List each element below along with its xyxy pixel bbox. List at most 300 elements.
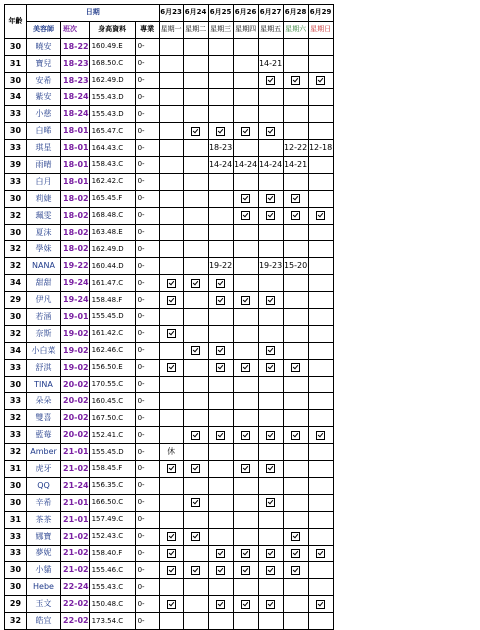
day-cell[interactable]	[233, 190, 258, 207]
day-cell[interactable]	[159, 38, 183, 55]
checkbox-icon[interactable]	[291, 549, 300, 558]
day-cell[interactable]	[159, 258, 183, 275]
checkbox-icon[interactable]	[241, 296, 250, 305]
day-cell[interactable]	[208, 342, 233, 359]
day-cell[interactable]	[183, 342, 208, 359]
checkbox-icon[interactable]	[216, 431, 225, 440]
day-cell[interactable]	[233, 207, 258, 224]
checkbox-icon[interactable]	[167, 464, 176, 473]
day-cell[interactable]	[233, 427, 258, 444]
day-cell[interactable]	[308, 241, 333, 258]
day-cell[interactable]	[283, 292, 308, 309]
day-cell[interactable]	[233, 241, 258, 258]
day-cell[interactable]	[283, 494, 308, 511]
day-cell[interactable]	[208, 89, 233, 106]
day-cell[interactable]: 14-24	[208, 157, 233, 174]
checkbox-icon[interactable]	[241, 127, 250, 136]
day-cell[interactable]	[308, 427, 333, 444]
checkbox-icon[interactable]	[291, 194, 300, 203]
day-cell[interactable]	[308, 359, 333, 376]
day-cell[interactable]	[159, 207, 183, 224]
day-cell[interactable]	[258, 342, 283, 359]
day-cell[interactable]	[208, 494, 233, 511]
day-cell[interactable]	[308, 410, 333, 427]
checkbox-icon[interactable]	[316, 431, 325, 440]
day-cell[interactable]	[233, 562, 258, 579]
checkbox-icon[interactable]	[216, 346, 225, 355]
checkbox-icon[interactable]	[167, 296, 176, 305]
day-cell[interactable]	[159, 140, 183, 157]
checkbox-icon[interactable]	[266, 566, 275, 575]
day-cell[interactable]	[258, 72, 283, 89]
day-cell[interactable]	[183, 579, 208, 596]
day-cell[interactable]	[233, 106, 258, 123]
checkbox-icon[interactable]	[216, 127, 225, 136]
day-cell[interactable]	[233, 325, 258, 342]
day-cell[interactable]	[183, 157, 208, 174]
day-cell[interactable]	[258, 461, 283, 478]
day-cell[interactable]	[308, 309, 333, 326]
day-cell[interactable]	[208, 292, 233, 309]
day-cell[interactable]	[308, 224, 333, 241]
day-cell[interactable]	[183, 376, 208, 393]
day-cell[interactable]	[159, 309, 183, 326]
checkbox-icon[interactable]	[291, 363, 300, 372]
checkbox-icon[interactable]	[191, 431, 200, 440]
day-cell[interactable]	[283, 106, 308, 123]
day-cell[interactable]	[308, 89, 333, 106]
day-cell[interactable]	[183, 325, 208, 342]
day-cell[interactable]	[183, 241, 208, 258]
checkbox-icon[interactable]	[216, 566, 225, 575]
checkbox-icon[interactable]	[266, 600, 275, 609]
day-cell[interactable]	[258, 173, 283, 190]
checkbox-icon[interactable]	[191, 279, 200, 288]
day-cell[interactable]	[258, 579, 283, 596]
day-cell[interactable]: 12-18	[308, 140, 333, 157]
checkbox-icon[interactable]	[216, 296, 225, 305]
day-cell[interactable]	[258, 393, 283, 410]
day-cell[interactable]	[283, 173, 308, 190]
day-cell[interactable]	[283, 359, 308, 376]
day-cell[interactable]	[208, 72, 233, 89]
checkbox-icon[interactable]	[316, 76, 325, 85]
day-cell[interactable]	[183, 359, 208, 376]
checkbox-icon[interactable]	[241, 431, 250, 440]
day-cell[interactable]: 14-21	[258, 55, 283, 72]
checkbox-icon[interactable]	[291, 76, 300, 85]
checkbox-icon[interactable]	[266, 346, 275, 355]
day-cell[interactable]	[208, 562, 233, 579]
day-cell[interactable]	[233, 72, 258, 89]
day-cell[interactable]	[183, 444, 208, 461]
day-cell[interactable]	[208, 596, 233, 613]
day-cell[interactable]: 14-21	[283, 157, 308, 174]
day-cell[interactable]	[283, 461, 308, 478]
day-cell[interactable]	[208, 106, 233, 123]
day-cell[interactable]	[183, 55, 208, 72]
day-cell[interactable]	[308, 55, 333, 72]
day-cell[interactable]	[258, 309, 283, 326]
day-cell[interactable]	[308, 342, 333, 359]
checkbox-icon[interactable]	[266, 194, 275, 203]
day-cell[interactable]	[258, 89, 283, 106]
checkbox-icon[interactable]	[216, 549, 225, 558]
day-cell[interactable]	[233, 55, 258, 72]
day-cell[interactable]: 14-24	[233, 157, 258, 174]
day-cell[interactable]	[308, 173, 333, 190]
checkbox-icon[interactable]	[316, 211, 325, 220]
day-cell[interactable]	[208, 528, 233, 545]
day-cell[interactable]	[258, 444, 283, 461]
day-cell[interactable]	[183, 123, 208, 140]
day-cell[interactable]	[258, 545, 283, 562]
day-cell[interactable]	[258, 359, 283, 376]
checkbox-icon[interactable]	[266, 498, 275, 507]
day-cell[interactable]	[308, 579, 333, 596]
checkbox-icon[interactable]	[216, 600, 225, 609]
day-cell[interactable]	[308, 275, 333, 292]
day-cell[interactable]	[258, 106, 283, 123]
day-cell[interactable]	[159, 173, 183, 190]
day-cell[interactable]: 15-20	[283, 258, 308, 275]
day-cell[interactable]	[258, 190, 283, 207]
day-cell[interactable]	[233, 258, 258, 275]
day-cell[interactable]	[183, 393, 208, 410]
checkbox-icon[interactable]	[167, 329, 176, 338]
day-cell[interactable]	[159, 494, 183, 511]
day-cell[interactable]	[258, 494, 283, 511]
day-cell[interactable]	[183, 190, 208, 207]
day-cell[interactable]	[159, 106, 183, 123]
day-cell[interactable]	[283, 190, 308, 207]
day-cell[interactable]	[258, 528, 283, 545]
day-cell[interactable]	[208, 123, 233, 140]
checkbox-icon[interactable]	[266, 76, 275, 85]
checkbox-icon[interactable]	[266, 363, 275, 372]
day-cell[interactable]	[159, 123, 183, 140]
day-cell[interactable]	[233, 140, 258, 157]
day-cell[interactable]	[159, 427, 183, 444]
day-cell[interactable]	[159, 596, 183, 613]
day-cell[interactable]	[159, 89, 183, 106]
day-cell[interactable]	[283, 55, 308, 72]
day-cell[interactable]	[258, 427, 283, 444]
checkbox-icon[interactable]	[241, 194, 250, 203]
day-cell[interactable]	[283, 444, 308, 461]
day-cell[interactable]	[183, 275, 208, 292]
checkbox-icon[interactable]	[241, 363, 250, 372]
day-cell[interactable]	[159, 275, 183, 292]
day-cell[interactable]	[283, 596, 308, 613]
day-cell[interactable]	[159, 528, 183, 545]
checkbox-icon[interactable]	[167, 279, 176, 288]
day-cell[interactable]	[233, 224, 258, 241]
day-cell[interactable]	[183, 545, 208, 562]
checkbox-icon[interactable]	[266, 127, 275, 136]
day-cell[interactable]	[208, 545, 233, 562]
day-cell[interactable]	[233, 89, 258, 106]
day-cell[interactable]	[233, 545, 258, 562]
day-cell[interactable]	[159, 190, 183, 207]
day-cell[interactable]	[233, 511, 258, 528]
checkbox-icon[interactable]	[167, 532, 176, 541]
day-cell[interactable]	[159, 376, 183, 393]
day-cell[interactable]	[308, 393, 333, 410]
day-cell[interactable]	[283, 309, 308, 326]
day-cell[interactable]	[208, 393, 233, 410]
day-cell[interactable]	[183, 140, 208, 157]
day-cell[interactable]	[183, 427, 208, 444]
day-cell[interactable]	[183, 461, 208, 478]
checkbox-icon[interactable]	[241, 211, 250, 220]
day-cell[interactable]	[208, 275, 233, 292]
day-cell[interactable]	[258, 224, 283, 241]
day-cell[interactable]	[258, 275, 283, 292]
day-cell[interactable]	[308, 511, 333, 528]
checkbox-icon[interactable]	[167, 363, 176, 372]
checkbox-icon[interactable]	[291, 211, 300, 220]
day-cell[interactable]	[159, 410, 183, 427]
day-cell[interactable]	[283, 562, 308, 579]
day-cell[interactable]	[208, 55, 233, 72]
day-cell[interactable]	[308, 72, 333, 89]
checkbox-icon[interactable]	[191, 127, 200, 136]
day-cell[interactable]	[233, 173, 258, 190]
day-cell[interactable]: 18-23	[208, 140, 233, 157]
day-cell[interactable]	[308, 376, 333, 393]
day-cell[interactable]	[233, 494, 258, 511]
day-cell[interactable]: 12-22	[283, 140, 308, 157]
checkbox-icon[interactable]	[316, 600, 325, 609]
day-cell[interactable]	[283, 376, 308, 393]
checkbox-icon[interactable]	[167, 566, 176, 575]
day-cell[interactable]	[283, 224, 308, 241]
day-cell[interactable]	[258, 241, 283, 258]
day-cell[interactable]	[208, 613, 233, 630]
day-cell[interactable]	[283, 207, 308, 224]
day-cell[interactable]	[183, 72, 208, 89]
day-cell[interactable]	[159, 562, 183, 579]
day-cell[interactable]	[208, 38, 233, 55]
day-cell[interactable]	[283, 89, 308, 106]
day-cell[interactable]	[308, 545, 333, 562]
day-cell[interactable]	[208, 579, 233, 596]
checkbox-icon[interactable]	[167, 549, 176, 558]
checkbox-icon[interactable]	[266, 296, 275, 305]
day-cell[interactable]	[308, 494, 333, 511]
day-cell[interactable]	[183, 224, 208, 241]
day-cell[interactable]	[233, 309, 258, 326]
day-cell[interactable]	[308, 292, 333, 309]
day-cell[interactable]	[159, 241, 183, 258]
day-cell[interactable]	[183, 89, 208, 106]
checkbox-icon[interactable]	[291, 532, 300, 541]
day-cell[interactable]	[208, 376, 233, 393]
day-cell[interactable]	[308, 123, 333, 140]
day-cell[interactable]	[283, 511, 308, 528]
day-cell[interactable]	[159, 613, 183, 630]
day-cell[interactable]	[159, 359, 183, 376]
checkbox-icon[interactable]	[291, 431, 300, 440]
day-cell[interactable]	[283, 427, 308, 444]
checkbox-icon[interactable]	[266, 464, 275, 473]
day-cell[interactable]	[183, 562, 208, 579]
day-cell[interactable]	[159, 545, 183, 562]
day-cell[interactable]	[233, 275, 258, 292]
day-cell[interactable]	[283, 123, 308, 140]
day-cell[interactable]	[283, 38, 308, 55]
day-cell[interactable]	[233, 359, 258, 376]
day-cell[interactable]	[308, 207, 333, 224]
checkbox-icon[interactable]	[191, 346, 200, 355]
day-cell[interactable]	[208, 444, 233, 461]
checkbox-icon[interactable]	[167, 600, 176, 609]
day-cell[interactable]	[258, 596, 283, 613]
day-cell[interactable]	[183, 528, 208, 545]
checkbox-icon[interactable]	[316, 549, 325, 558]
day-cell[interactable]	[308, 106, 333, 123]
day-cell[interactable]	[208, 173, 233, 190]
checkbox-icon[interactable]	[266, 431, 275, 440]
checkbox-icon[interactable]	[266, 549, 275, 558]
day-cell[interactable]	[283, 275, 308, 292]
day-cell[interactable]: 14-24	[258, 157, 283, 174]
day-cell[interactable]	[183, 596, 208, 613]
checkbox-icon[interactable]	[216, 363, 225, 372]
day-cell[interactable]	[308, 562, 333, 579]
day-cell[interactable]	[233, 579, 258, 596]
day-cell[interactable]	[208, 427, 233, 444]
day-cell[interactable]	[258, 613, 283, 630]
checkbox-icon[interactable]	[291, 566, 300, 575]
checkbox-icon[interactable]	[266, 211, 275, 220]
day-cell[interactable]	[258, 376, 283, 393]
day-cell[interactable]	[208, 309, 233, 326]
day-cell[interactable]	[159, 342, 183, 359]
day-cell[interactable]	[159, 325, 183, 342]
day-cell[interactable]	[208, 241, 233, 258]
day-cell[interactable]	[258, 562, 283, 579]
day-cell[interactable]	[258, 292, 283, 309]
day-cell[interactable]	[233, 444, 258, 461]
day-cell[interactable]	[258, 511, 283, 528]
day-cell[interactable]	[208, 224, 233, 241]
day-cell[interactable]	[183, 613, 208, 630]
day-cell[interactable]	[208, 410, 233, 427]
day-cell[interactable]	[208, 207, 233, 224]
day-cell[interactable]	[159, 72, 183, 89]
day-cell[interactable]	[308, 157, 333, 174]
day-cell[interactable]	[308, 461, 333, 478]
day-cell[interactable]	[159, 511, 183, 528]
day-cell[interactable]	[208, 359, 233, 376]
day-cell[interactable]	[308, 613, 333, 630]
day-cell[interactable]	[159, 461, 183, 478]
checkbox-icon[interactable]	[241, 600, 250, 609]
day-cell[interactable]	[208, 190, 233, 207]
day-cell[interactable]	[283, 72, 308, 89]
day-cell[interactable]	[283, 342, 308, 359]
day-cell[interactable]	[233, 528, 258, 545]
day-cell[interactable]	[283, 410, 308, 427]
day-cell[interactable]	[183, 173, 208, 190]
day-cell[interactable]	[233, 461, 258, 478]
day-cell[interactable]	[183, 410, 208, 427]
day-cell[interactable]	[283, 393, 308, 410]
day-cell[interactable]	[283, 325, 308, 342]
day-cell[interactable]	[283, 528, 308, 545]
day-cell[interactable]	[233, 342, 258, 359]
day-cell[interactable]	[258, 123, 283, 140]
day-cell[interactable]	[233, 596, 258, 613]
day-cell[interactable]	[183, 258, 208, 275]
day-cell[interactable]	[258, 38, 283, 55]
day-cell[interactable]	[159, 579, 183, 596]
day-cell[interactable]	[159, 224, 183, 241]
day-cell[interactable]	[159, 157, 183, 174]
day-cell[interactable]	[308, 325, 333, 342]
day-cell[interactable]	[233, 123, 258, 140]
day-cell[interactable]	[183, 511, 208, 528]
day-cell[interactable]	[308, 528, 333, 545]
day-cell[interactable]	[159, 55, 183, 72]
day-cell[interactable]	[308, 444, 333, 461]
day-cell[interactable]	[183, 494, 208, 511]
day-cell[interactable]	[283, 545, 308, 562]
checkbox-icon[interactable]	[241, 549, 250, 558]
day-cell[interactable]	[233, 393, 258, 410]
day-cell[interactable]	[283, 613, 308, 630]
day-cell[interactable]	[208, 325, 233, 342]
day-cell[interactable]: 19-23	[258, 258, 283, 275]
day-cell[interactable]	[258, 325, 283, 342]
day-cell[interactable]	[208, 461, 233, 478]
day-cell[interactable]	[183, 207, 208, 224]
day-cell[interactable]	[308, 258, 333, 275]
day-cell[interactable]	[233, 292, 258, 309]
day-cell[interactable]	[233, 613, 258, 630]
checkbox-icon[interactable]	[191, 532, 200, 541]
day-cell[interactable]	[233, 410, 258, 427]
day-cell[interactable]	[258, 207, 283, 224]
day-cell[interactable]: 休	[159, 444, 183, 461]
checkbox-icon[interactable]	[191, 464, 200, 473]
day-cell[interactable]	[183, 38, 208, 55]
day-cell[interactable]	[308, 596, 333, 613]
day-cell[interactable]	[183, 106, 208, 123]
day-cell[interactable]	[258, 410, 283, 427]
day-cell[interactable]	[283, 579, 308, 596]
checkbox-icon[interactable]	[241, 566, 250, 575]
day-cell[interactable]	[283, 241, 308, 258]
day-cell[interactable]	[308, 38, 333, 55]
checkbox-icon[interactable]	[191, 566, 200, 575]
day-cell[interactable]	[233, 376, 258, 393]
checkbox-icon[interactable]	[191, 498, 200, 507]
day-cell[interactable]	[233, 38, 258, 55]
checkbox-icon[interactable]	[216, 279, 225, 288]
day-cell[interactable]	[159, 292, 183, 309]
day-cell[interactable]	[208, 511, 233, 528]
day-cell[interactable]	[308, 190, 333, 207]
checkbox-icon[interactable]	[241, 464, 250, 473]
day-cell[interactable]	[159, 393, 183, 410]
day-cell[interactable]: 19-22	[208, 258, 233, 275]
day-cell[interactable]	[183, 309, 208, 326]
day-cell[interactable]	[258, 140, 283, 157]
day-cell[interactable]	[183, 292, 208, 309]
